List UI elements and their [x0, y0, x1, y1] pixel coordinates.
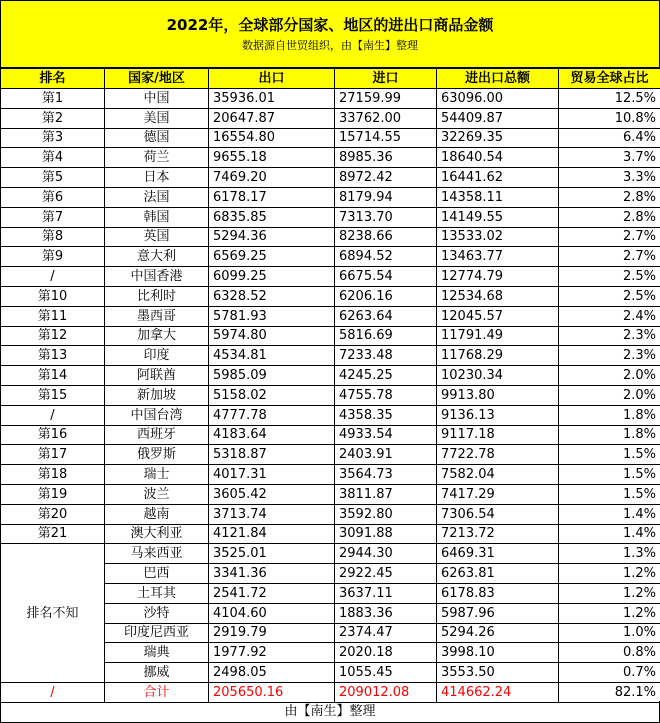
cell-rank: 第20	[1, 504, 105, 524]
table-title: 2022年，全球部分国家、地区的进出口商品金额	[166, 16, 494, 34]
cell-export: 6328.52	[209, 286, 335, 306]
cell-export: 4121.84	[209, 524, 335, 544]
cell-share: 0.8%	[559, 643, 660, 663]
cell-rank: 第11	[1, 306, 105, 326]
cell-rank: /	[1, 405, 105, 425]
cell-region: 中国香港	[105, 267, 209, 287]
cell-import: 15714.55	[335, 128, 437, 148]
cell-region: 澳大利亚	[105, 524, 209, 544]
cell-export: 9655.18	[209, 148, 335, 168]
table-row-unranked	[1, 544, 660, 564]
cell-share: 0.7%	[559, 663, 660, 683]
cell-region: 英国	[105, 227, 209, 247]
cell-region: 意大利	[105, 247, 209, 267]
cell-import: 27159.99	[335, 89, 437, 109]
cell-region: 加拿大	[105, 326, 209, 346]
cell-total: 6469.31	[437, 544, 559, 564]
cell-total: 12774.79	[437, 267, 559, 287]
cell-total: 12534.68	[437, 286, 559, 306]
cell-total: 7417.29	[437, 484, 559, 504]
cell-rank: 第5	[1, 168, 105, 188]
cell-share: 6.4%	[559, 128, 660, 148]
cell-region: 俄罗斯	[105, 445, 209, 465]
cell-rank: 第15	[1, 385, 105, 405]
cell-share: 10.8%	[559, 108, 660, 128]
cell-export: 2919.79	[209, 623, 335, 643]
cell-rank: 第21	[1, 524, 105, 544]
table-row	[1, 425, 660, 445]
cell-share: 12.5%	[559, 89, 660, 109]
cell-import: 4933.54	[335, 425, 437, 445]
cell-export: 20647.87	[209, 108, 335, 128]
cell-share: 2.0%	[559, 385, 660, 405]
cell-region: 美国	[105, 108, 209, 128]
cell-export: 4183.64	[209, 425, 335, 445]
cell-import: 6206.16	[335, 286, 437, 306]
cell-share: 2.3%	[559, 326, 660, 346]
cell-rank: 第14	[1, 366, 105, 386]
cell-import: 2922.45	[335, 564, 437, 584]
header-total: 进出口总额	[437, 69, 559, 89]
table-body	[1, 89, 660, 703]
cell-total: 5987.96	[437, 603, 559, 623]
cell-import: 3592.80	[335, 504, 437, 524]
cell-share: 1.5%	[559, 484, 660, 504]
cell-region: 中国台湾	[105, 405, 209, 425]
cell-rank: 第7	[1, 207, 105, 227]
cell-rank: 第8	[1, 227, 105, 247]
cell-region: 波兰	[105, 484, 209, 504]
cell-import: 8985.36	[335, 148, 437, 168]
cell-total: 16441.62	[437, 168, 559, 188]
total-row	[1, 682, 660, 702]
table-row	[1, 286, 660, 306]
cell-import: 3564.73	[335, 465, 437, 485]
cell-share: 2.5%	[559, 286, 660, 306]
cell-region: 阿联酋	[105, 366, 209, 386]
cell-rank: 第2	[1, 108, 105, 128]
header-import: 进口	[335, 69, 437, 89]
cell-export: 3525.01	[209, 544, 335, 564]
cell-total: 14149.55	[437, 207, 559, 227]
table-row	[1, 128, 660, 148]
cell-import: 7233.48	[335, 346, 437, 366]
cell-total: 9117.18	[437, 425, 559, 445]
cell-region: 中国	[105, 89, 209, 109]
cell-import: 6675.54	[335, 267, 437, 287]
cell-total: 7722.78	[437, 445, 559, 465]
cell-import: 33762.00	[335, 108, 437, 128]
cell-export: 5158.02	[209, 385, 335, 405]
table-row	[1, 247, 660, 267]
table-row	[1, 445, 660, 465]
cell-region: 沙特	[105, 603, 209, 623]
cell-share: 1.5%	[559, 465, 660, 485]
cell-share: 2.8%	[559, 207, 660, 227]
cell-region: 德国	[105, 128, 209, 148]
cell-share: 2.0%	[559, 366, 660, 386]
cell-import: 4245.25	[335, 366, 437, 386]
cell-region: 韩国	[105, 207, 209, 227]
cell-rank: 第10	[1, 286, 105, 306]
cell-share: 1.8%	[559, 405, 660, 425]
cell-import: 3091.88	[335, 524, 437, 544]
cell-export: 5974.80	[209, 326, 335, 346]
cell-region: 瑞典	[105, 643, 209, 663]
cell-rank: 第12	[1, 326, 105, 346]
cell-export: 5985.09	[209, 366, 335, 386]
title-block	[0, 0, 660, 68]
cell-region: 马来西亚	[105, 544, 209, 564]
cell-region: 越南	[105, 504, 209, 524]
cell-import: 4755.78	[335, 385, 437, 405]
cell-region: 印度尼西亚	[105, 623, 209, 643]
cell-rank-unknown: 排名不知	[1, 544, 105, 683]
cell-import: 2403.91	[335, 445, 437, 465]
cell-total: 14358.11	[437, 187, 559, 207]
cell-export: 4534.81	[209, 346, 335, 366]
table-row	[1, 366, 660, 386]
cell-export: 5781.93	[209, 306, 335, 326]
cell-total: 18640.54	[437, 148, 559, 168]
cell-import: 1883.36	[335, 603, 437, 623]
cell-total: 7582.04	[437, 465, 559, 485]
cell-total: 9913.80	[437, 385, 559, 405]
cell-share: 1.0%	[559, 623, 660, 643]
cell-rank: /	[1, 267, 105, 287]
cell-import: 3811.87	[335, 484, 437, 504]
cell-export: 3605.42	[209, 484, 335, 504]
cell-total: 5294.26	[437, 623, 559, 643]
cell-share: 1.4%	[559, 504, 660, 524]
cell-import: 1055.45	[335, 663, 437, 683]
cell-total: 32269.35	[437, 128, 559, 148]
cell-total: 10230.34	[437, 366, 559, 386]
header-region: 国家/地区	[105, 69, 209, 89]
header-share: 贸易全球占比	[559, 69, 660, 89]
cell-import: 6263.64	[335, 306, 437, 326]
table-row	[1, 465, 660, 485]
total-cell-total: 414662.24	[437, 682, 559, 702]
cell-total: 3553.50	[437, 663, 559, 683]
cell-total: 13533.02	[437, 227, 559, 247]
cell-region: 荷兰	[105, 148, 209, 168]
table-row	[1, 306, 660, 326]
cell-export: 4777.78	[209, 405, 335, 425]
cell-total: 11768.29	[437, 346, 559, 366]
table-row	[1, 267, 660, 287]
header-export: 出口	[209, 69, 335, 89]
cell-share: 1.8%	[559, 425, 660, 445]
cell-total: 54409.87	[437, 108, 559, 128]
cell-share: 2.8%	[559, 187, 660, 207]
cell-region: 西班牙	[105, 425, 209, 445]
cell-total: 6178.83	[437, 583, 559, 603]
cell-share: 2.7%	[559, 227, 660, 247]
cell-total: 3998.10	[437, 643, 559, 663]
table-row	[1, 89, 660, 109]
cell-share: 3.3%	[559, 168, 660, 188]
cell-region: 新加坡	[105, 385, 209, 405]
cell-rank: 第6	[1, 187, 105, 207]
table-row	[1, 484, 660, 504]
cell-region: 瑞士	[105, 465, 209, 485]
table-row	[1, 326, 660, 346]
cell-total: 7213.72	[437, 524, 559, 544]
table-row	[1, 524, 660, 544]
cell-export: 3341.36	[209, 564, 335, 584]
cell-share: 2.4%	[559, 306, 660, 326]
cell-region: 墨西哥	[105, 306, 209, 326]
cell-share: 3.7%	[559, 148, 660, 168]
cell-export: 3713.74	[209, 504, 335, 524]
cell-share: 2.5%	[559, 267, 660, 287]
cell-export: 16554.80	[209, 128, 335, 148]
table-row	[1, 227, 660, 247]
cell-total: 6263.81	[437, 564, 559, 584]
cell-export: 4017.31	[209, 465, 335, 485]
cell-export: 7469.20	[209, 168, 335, 188]
header-row	[1, 69, 660, 89]
cell-total: 12045.57	[437, 306, 559, 326]
cell-export: 6178.17	[209, 187, 335, 207]
cell-import: 8972.42	[335, 168, 437, 188]
table-row	[1, 207, 660, 227]
cell-share: 1.2%	[559, 583, 660, 603]
cell-share: 2.3%	[559, 346, 660, 366]
cell-total: 63096.00	[437, 89, 559, 109]
cell-total: 13463.77	[437, 247, 559, 267]
cell-import: 8179.94	[335, 187, 437, 207]
cell-export: 5318.87	[209, 445, 335, 465]
cell-import: 5816.69	[335, 326, 437, 346]
table-row	[1, 405, 660, 425]
cell-export: 1977.92	[209, 643, 335, 663]
cell-region: 比利时	[105, 286, 209, 306]
cell-share: 1.4%	[559, 524, 660, 544]
cell-import: 6894.52	[335, 247, 437, 267]
table-row	[1, 504, 660, 524]
cell-export: 35936.01	[209, 89, 335, 109]
cell-import: 7313.70	[335, 207, 437, 227]
cell-share: 1.5%	[559, 445, 660, 465]
table-row	[1, 108, 660, 128]
table-row	[1, 385, 660, 405]
total-cell-share: 82.1%	[559, 682, 660, 702]
cell-total: 7306.54	[437, 504, 559, 524]
cell-share: 1.3%	[559, 544, 660, 564]
cell-export: 6569.25	[209, 247, 335, 267]
cell-import: 2020.18	[335, 643, 437, 663]
cell-rank: 第13	[1, 346, 105, 366]
cell-rank: 第3	[1, 128, 105, 148]
cell-share: 1.2%	[559, 603, 660, 623]
cell-export: 2498.05	[209, 663, 335, 683]
cell-region: 日本	[105, 168, 209, 188]
cell-total: 9136.13	[437, 405, 559, 425]
cell-import: 3637.11	[335, 583, 437, 603]
cell-rank: 第19	[1, 484, 105, 504]
cell-rank: 第9	[1, 247, 105, 267]
cell-share: 2.7%	[559, 247, 660, 267]
cell-rank: 第17	[1, 445, 105, 465]
cell-export: 2541.72	[209, 583, 335, 603]
cell-rank: 第18	[1, 465, 105, 485]
cell-import: 2944.30	[335, 544, 437, 564]
trade-table	[0, 68, 660, 703]
cell-import: 4358.35	[335, 405, 437, 425]
total-cell-region: 合计	[105, 682, 209, 702]
cell-export: 6835.85	[209, 207, 335, 227]
table-row	[1, 148, 660, 168]
cell-share: 1.2%	[559, 564, 660, 584]
header-rank: 排名	[1, 69, 105, 89]
table-row	[1, 346, 660, 366]
cell-import: 2374.47	[335, 623, 437, 643]
cell-export: 6099.25	[209, 267, 335, 287]
cell-region: 印度	[105, 346, 209, 366]
total-cell-import: 209012.08	[335, 682, 437, 702]
table-row	[1, 168, 660, 188]
cell-region: 法国	[105, 187, 209, 207]
cell-export: 5294.36	[209, 227, 335, 247]
table-row	[1, 187, 660, 207]
table-subtitle: 数据源自世贸组织，由【南生】整理	[242, 39, 418, 52]
cell-total: 11791.49	[437, 326, 559, 346]
total-cell-export: 205650.16	[209, 682, 335, 702]
cell-region: 挪威	[105, 663, 209, 683]
total-cell-rank: /	[1, 682, 105, 702]
cell-import: 8238.66	[335, 227, 437, 247]
cell-rank: 第16	[1, 425, 105, 445]
cell-region: 巴西	[105, 564, 209, 584]
cell-rank: 第1	[1, 89, 105, 109]
cell-rank: 第4	[1, 148, 105, 168]
footer-note: 由【南生】整理	[0, 701, 660, 723]
cell-region: 土耳其	[105, 583, 209, 603]
cell-export: 4104.60	[209, 603, 335, 623]
